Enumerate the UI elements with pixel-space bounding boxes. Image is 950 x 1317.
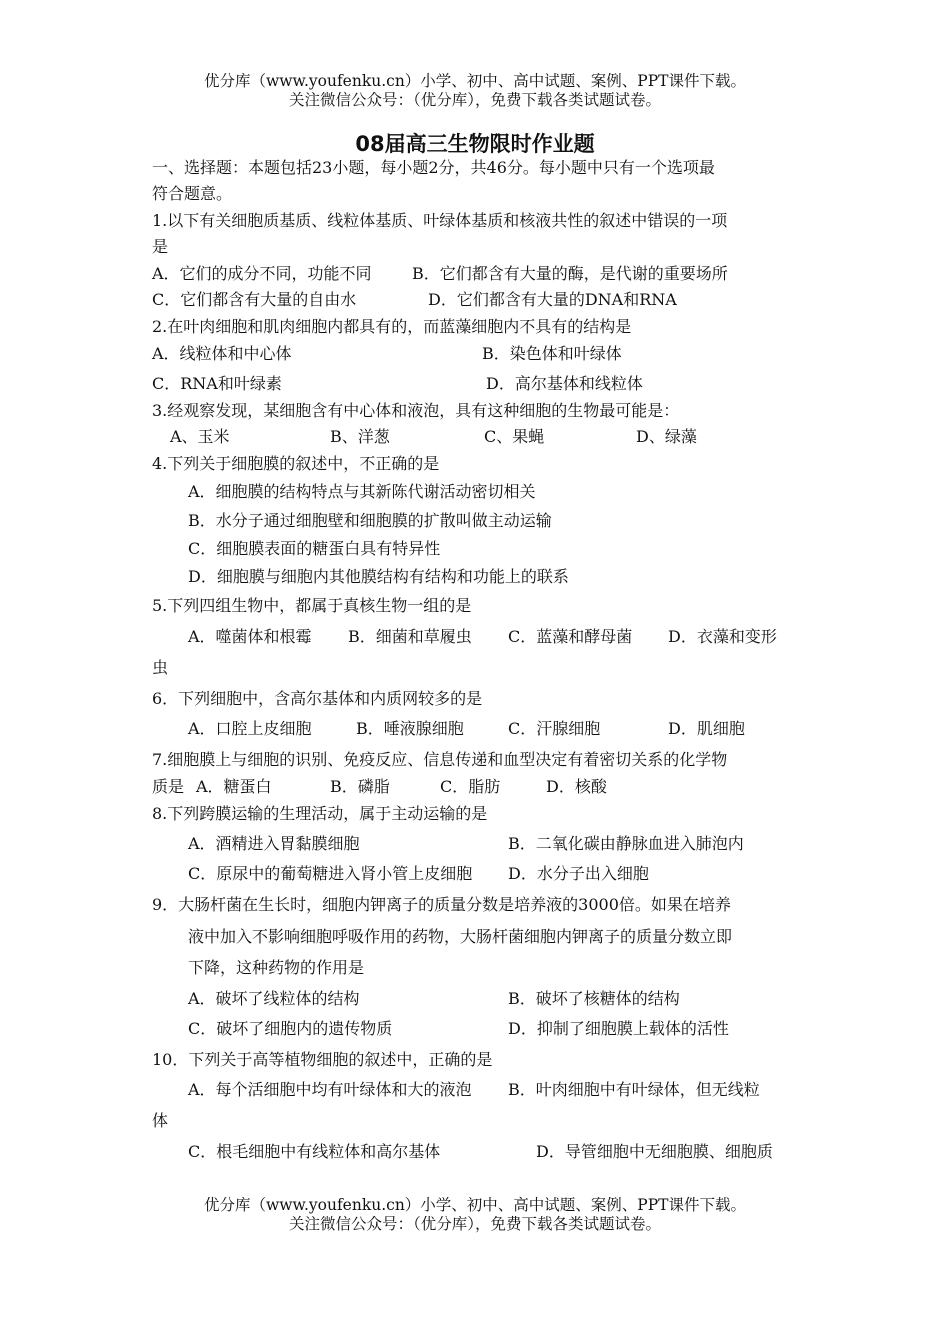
question-9-option-d: D．抑制了细胞膜上载体的活性: [508, 1019, 729, 1038]
question-6-option-d: D．肌细胞: [668, 719, 745, 738]
question-2-option-d: D．高尔基体和线粒体: [486, 374, 643, 393]
question-1-stem: 1.以下有关细胞质基质、线粒体基质、叶绿体基质和核液共性的叙述中错误的一项: [152, 211, 728, 230]
question-9-stem: 9．大肠杆菌在生长时，细胞内钾离子的质量分数是培养液的3000倍。如果在培养: [152, 895, 731, 914]
question-1-option-a: A．它们的成分不同，功能不同: [152, 264, 372, 283]
question-8-option-a: A．酒精进入胃黏膜细胞: [188, 834, 360, 853]
question-4-option-c: C．细胞膜表面的糖蛋白具有特异性: [188, 539, 441, 558]
question-1-option-b: B．它们都含有大量的酶，是代谢的重要场所: [412, 264, 728, 283]
question-2-option-c: C．RNA和叶绿素: [152, 374, 282, 393]
question-7-option-c: C．脂肪: [440, 777, 501, 796]
question-8-option-c: C．原尿中的葡萄糖进入肾小管上皮细胞: [188, 864, 473, 883]
question-9-stem-cont-1: 液中加入不影响细胞呼吸作用的药物，大肠杆菌细胞内钾离子的质量分数立即: [188, 927, 733, 946]
question-8-option-b: B．二氧化碳由静脉血进入肺泡内: [508, 834, 744, 853]
question-3-stem: 3.经观察发现，某细胞含有中心体和液泡，具有这种细胞的生物最可能是：: [152, 401, 680, 420]
question-4-option-b: B．水分子通过细胞壁和细胞膜的扩散叫做主动运输: [188, 511, 552, 530]
question-10-option-b-wrap: 体: [152, 1111, 169, 1130]
question-9-option-b: B．破坏了核糖体的结构: [508, 989, 680, 1008]
question-1-stem-cont: 是: [152, 237, 169, 256]
footer-line-1: 优分库（www.youfenku.cn）小学、初中、高中试题、案例、PPT课件下载。: [203, 1196, 747, 1214]
question-5-stem: 5.下列四组生物中，都属于真核生物一组的是: [152, 596, 472, 615]
question-3-option-c: C、果蝇: [484, 427, 545, 446]
question-4-stem: 4.下列关于细胞膜的叙述中，不正确的是: [152, 454, 440, 473]
question-5-option-c: C．蓝藻和酵母菌: [508, 627, 633, 646]
question-4-option-a: A．细胞膜的结构特点与其新陈代谢活动密切相关: [188, 482, 536, 501]
question-10-option-a: A．每个活细胞中均有叶绿体和大的液泡: [188, 1080, 472, 1099]
question-2-option-b: B．染色体和叶绿体: [482, 344, 622, 363]
question-7-stem-cont: 质是: [152, 777, 185, 796]
question-10-option-b: B．叶肉细胞中有叶绿体，但无线粒: [508, 1080, 760, 1099]
question-6-option-c: C．汗腺细胞: [508, 719, 601, 738]
question-9-option-a: A．破坏了线粒体的结构: [188, 989, 360, 1008]
section-intro-line-2: 符合题意。: [152, 184, 233, 203]
question-1-option-c: C．它们都含有大量的自由水: [152, 290, 357, 309]
page-title: 08届高三生物限时作业题: [355, 132, 595, 156]
question-1-option-d: D．它们都含有大量的DNA和RNA: [428, 290, 677, 309]
question-3-option-a: A、玉米: [170, 427, 230, 446]
question-9-stem-cont-2: 下降，这种药物的作用是: [188, 958, 365, 977]
footer-line-2: 关注微信公众号：（优分库），免费下载各类试题试卷。: [288, 1215, 661, 1233]
question-5-option-b: B．细菌和草履虫: [348, 627, 472, 646]
question-3-option-d: D、绿藻: [636, 427, 697, 446]
question-6-stem: 6．下列细胞中，含高尔基体和内质网较多的是: [152, 689, 483, 708]
question-7-option-a: A．糖蛋白: [196, 777, 272, 796]
question-10-option-c: C．根毛细胞中有线粒体和高尔基体: [188, 1142, 441, 1161]
question-7-option-d: D．核酸: [546, 777, 607, 796]
question-6-option-b: B．唾液腺细胞: [356, 719, 464, 738]
header-line-2: 关注微信公众号：（优分库），免费下载各类试题试卷。: [288, 91, 661, 109]
question-5-option-d: D．衣藻和变形: [668, 627, 777, 646]
header-line-1: 优分库（www.youfenku.cn）小学、初中、高中试题、案例、PPT课件下载。: [203, 72, 747, 90]
section-intro-line-1: 一、选择题：本题包括23小题，每小题2分，共46分。每小题中只有一个选项最: [152, 158, 715, 177]
question-4-option-d: D．细胞膜与细胞内其他膜结构有结构和功能上的联系: [188, 567, 569, 586]
question-7-option-b: B．磷脂: [330, 777, 390, 796]
question-6-option-a: A．口腔上皮细胞: [188, 719, 312, 738]
question-9-option-c: C．破坏了细胞内的遗传物质: [188, 1019, 393, 1038]
question-7-stem: 7.细胞膜上与细胞的识别、免疫反应、信息传递和血型决定有着密切关系的化学物: [152, 750, 728, 769]
question-2-option-a: A．线粒体和中心体: [152, 344, 292, 363]
question-8-option-d: D．水分子出入细胞: [508, 864, 649, 883]
question-8-stem: 8.下列跨膜运输的生理活动，属于主动运输的是: [152, 804, 488, 823]
question-5-option-a: A．噬菌体和根霉: [188, 627, 312, 646]
question-5-option-d-wrap: 虫: [152, 658, 169, 677]
question-3-option-b: B、洋葱: [330, 427, 390, 446]
question-2-stem: 2.在叶肉细胞和肌肉细胞内都具有的，而蓝藻细胞内不具有的结构是: [152, 317, 632, 336]
question-10-stem: 10．下列关于高等植物细胞的叙述中，正确的是: [152, 1050, 493, 1069]
question-10-option-d: D．导管细胞中无细胞膜、细胞质: [536, 1142, 773, 1161]
